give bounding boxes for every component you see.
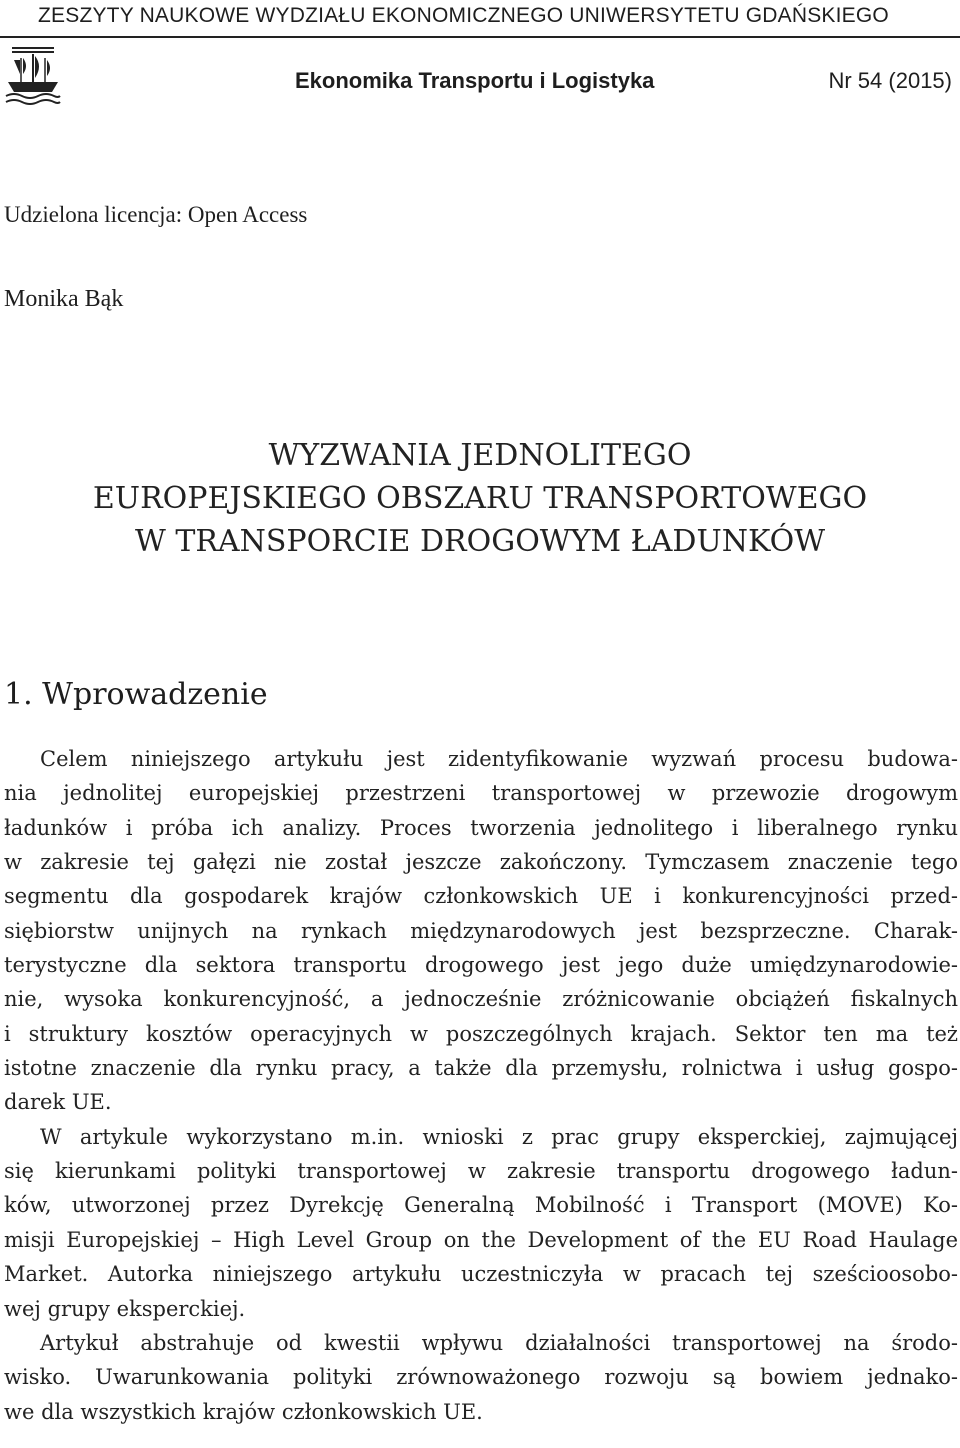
text-line: ków, utworzonej przez Dyrekcję Generalną Mobilność i Transport (MOVE) Ko-	[4, 1193, 958, 1218]
article-title	[0, 434, 960, 563]
paragraph	[4, 1120, 958, 1326]
text-line: we dla wszystkich krajów członkowskich UE.	[4, 1399, 483, 1424]
text-line: Artykuł abstrahuje od kwestii wpływu działalności transportowej na środo-	[40, 1330, 958, 1355]
paragraph	[4, 742, 958, 1120]
header-rule	[0, 36, 960, 38]
text-line: Market. Autorka niniejszego artykułu uczestniczyła w pracach tej sześcioosobo-	[4, 1262, 958, 1287]
text-line: w zakresie tej gałęzi nie został jeszcze zakończony. Tymczasem znaczenie tego	[4, 850, 958, 875]
series-header: ZESZYTY NAUKOWE WYDZIAŁU EKONOMICZNEGO UNIWERSYTETU GDAŃSKIEGO	[38, 4, 889, 27]
text-line: ładunków i próba ich analizy. Proces tworzenia jednolitego i liberalnego rynku	[4, 815, 958, 840]
text-line: wisko. Uwarunkowania polityki zrównoważonego rozwoju są bowiem jednako-	[4, 1365, 958, 1390]
text-line: terystyczne dla sektora transportu drogowego jest jego duże umiędzynarodowie-	[4, 953, 958, 978]
title-line: W TRANSPORCIE DROGOWYM ŁADUNKÓW	[134, 524, 826, 559]
license-line: Udzielona licencja: Open Access	[4, 202, 308, 227]
text-line: się kierunkami polityki transportowej w zakresie transportu drogowego ładun-	[4, 1159, 958, 1184]
text-line: i struktury kosztów operacyjnych w poszczególnych krajach. Sektor ten ma też	[4, 1021, 958, 1046]
text-line: nia jednolitej europejskiej przestrzeni transportowej w przewozie drogowym	[4, 781, 958, 806]
paragraph	[4, 1326, 958, 1429]
text-line: wej grupy eksperckiej.	[4, 1296, 246, 1321]
text-line: darek UE.	[4, 1090, 112, 1115]
journal-name: Ekonomika Transportu i Logistyka	[295, 68, 655, 93]
text-line: segmentu dla gospodarek krajów członkowskich UE i konkurencyjności przed-	[4, 884, 958, 909]
ship-emblem-icon	[4, 44, 62, 110]
text-line: Celem niniejszego artykułu jest zidentyfikowanie wyzwań procesu budowa-	[40, 747, 958, 771]
text-line: W artykule wykorzystano m.in. wnioski z prac grupy eksperckiej, zajmującej	[40, 1124, 958, 1149]
text-line: nie, wysoka konkurencyjność, a jednocześnie zróżnicowanie obciążeń fiskalnych	[4, 987, 958, 1012]
text-line: istotne znaczenie dla rynku pracy, a także dla przemysłu, rolnictwa i usług gospo-	[4, 1056, 958, 1081]
title-line: WYZWANIA JEDNOLITEGO	[268, 438, 692, 473]
text-line: siębiorstw unijnych na rynkach międzynarodowych jest bezsprzeczne. Charak-	[4, 918, 958, 943]
title-line: EUROPEJSKIEGO OBSZARU TRANSPORTOWEGO	[92, 481, 868, 516]
author-name: Monika Bąk	[4, 286, 124, 312]
article-body	[4, 742, 958, 1429]
text-line: misji Europejskiej – High Level Group on the Development of the EU Road Haulage	[4, 1227, 958, 1252]
issue-number: Nr 54 (2015)	[828, 68, 952, 93]
section-heading: 1. Wprowadzenie	[4, 677, 268, 712]
